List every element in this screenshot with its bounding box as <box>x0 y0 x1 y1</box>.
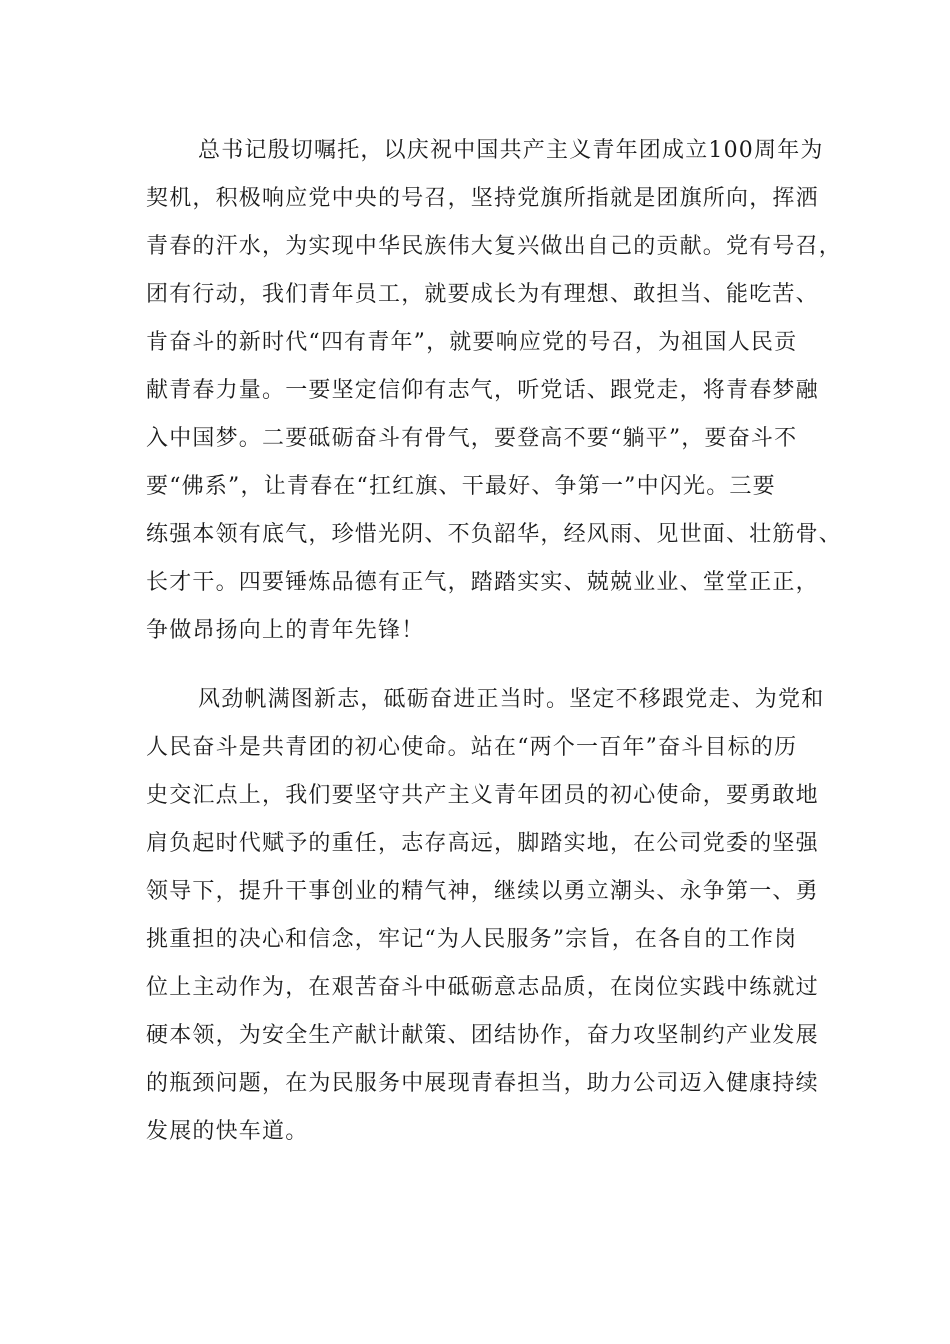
paragraph-line: 硬本领，为安全生产献计献策、团结协作，奋力攻坚制约产业发展 <box>146 1023 819 1048</box>
paragraph-line: 献青春力量。一要坚定信仰有志气，听党话、跟党走，将青春梦融 <box>146 378 819 403</box>
paragraph-line: 风劲帆满图新志，砥砺奋进正当时。坚定不移跟党走、为党和 <box>198 687 825 712</box>
paragraph-line: 长才干。四要锤炼品德有正气，踏踏实实、兢兢业业、堂堂正正， <box>146 570 819 595</box>
paragraph-line: 团有行动，我们青年员工，就要成长为有理想、敢担当、能吃苦、 <box>146 282 819 307</box>
paragraph-line: 挑重担的决心和信念，牢记“为人民服务”宗旨，在各自的工作岗 <box>146 927 798 952</box>
paragraph-line: 要“佛系”，让青春在“扛红旗、干最好、争第一”中闪光。三要 <box>146 474 776 499</box>
paragraph-line: 肩负起时代赋予的重任，志存高远，脚踏实地，在公司党委的坚强 <box>146 831 819 856</box>
paragraph-line: 青春的汗水，为实现中华民族伟大复兴做出自己的贡献。党有号召， <box>146 234 843 259</box>
paragraph-line: 争做昂扬向上的青年先锋！ <box>146 618 425 643</box>
paragraph-line: 练强本领有底气，珍惜光阴、不负韶华，经风雨、见世面、壮筋骨、 <box>146 522 843 547</box>
paragraph-line: 总书记殷切嘱托，以庆祝中国共产主义青年团成立100周年为 <box>198 138 824 163</box>
paragraph-line: 人民奋斗是共青团的初心使命。站在“两个一百年”奋斗目标的历 <box>146 735 798 760</box>
paragraph-line: 位上主动作为，在艰苦奋斗中砥砺意志品质，在岗位实践中练就过 <box>146 975 819 1000</box>
paragraph-line: 领导下，提升干事创业的精气神，继续以勇立潮头、永争第一、勇 <box>146 879 819 904</box>
paragraph-line: 契机，积极响应党中央的号召，坚持党旗所指就是团旗所向，挥洒 <box>146 186 819 211</box>
paragraph-line: 的瓶颈问题，在为民服务中展现青春担当，助力公司迈入健康持续 <box>146 1071 819 1096</box>
paragraph-line: 入中国梦。二要砥砺奋斗有骨气，要登高不要“躺平”，要奋斗不 <box>146 426 798 451</box>
paragraph-line: 发展的快车道。 <box>146 1119 309 1144</box>
paragraph-line: 史交汇点上，我们要坚守共产主义青年团员的初心使命，要勇敢地 <box>146 783 819 808</box>
paragraph-line: 肯奋斗的新时代“四有青年”，就要响应党的号召，为祖国人民贡 <box>146 330 798 355</box>
